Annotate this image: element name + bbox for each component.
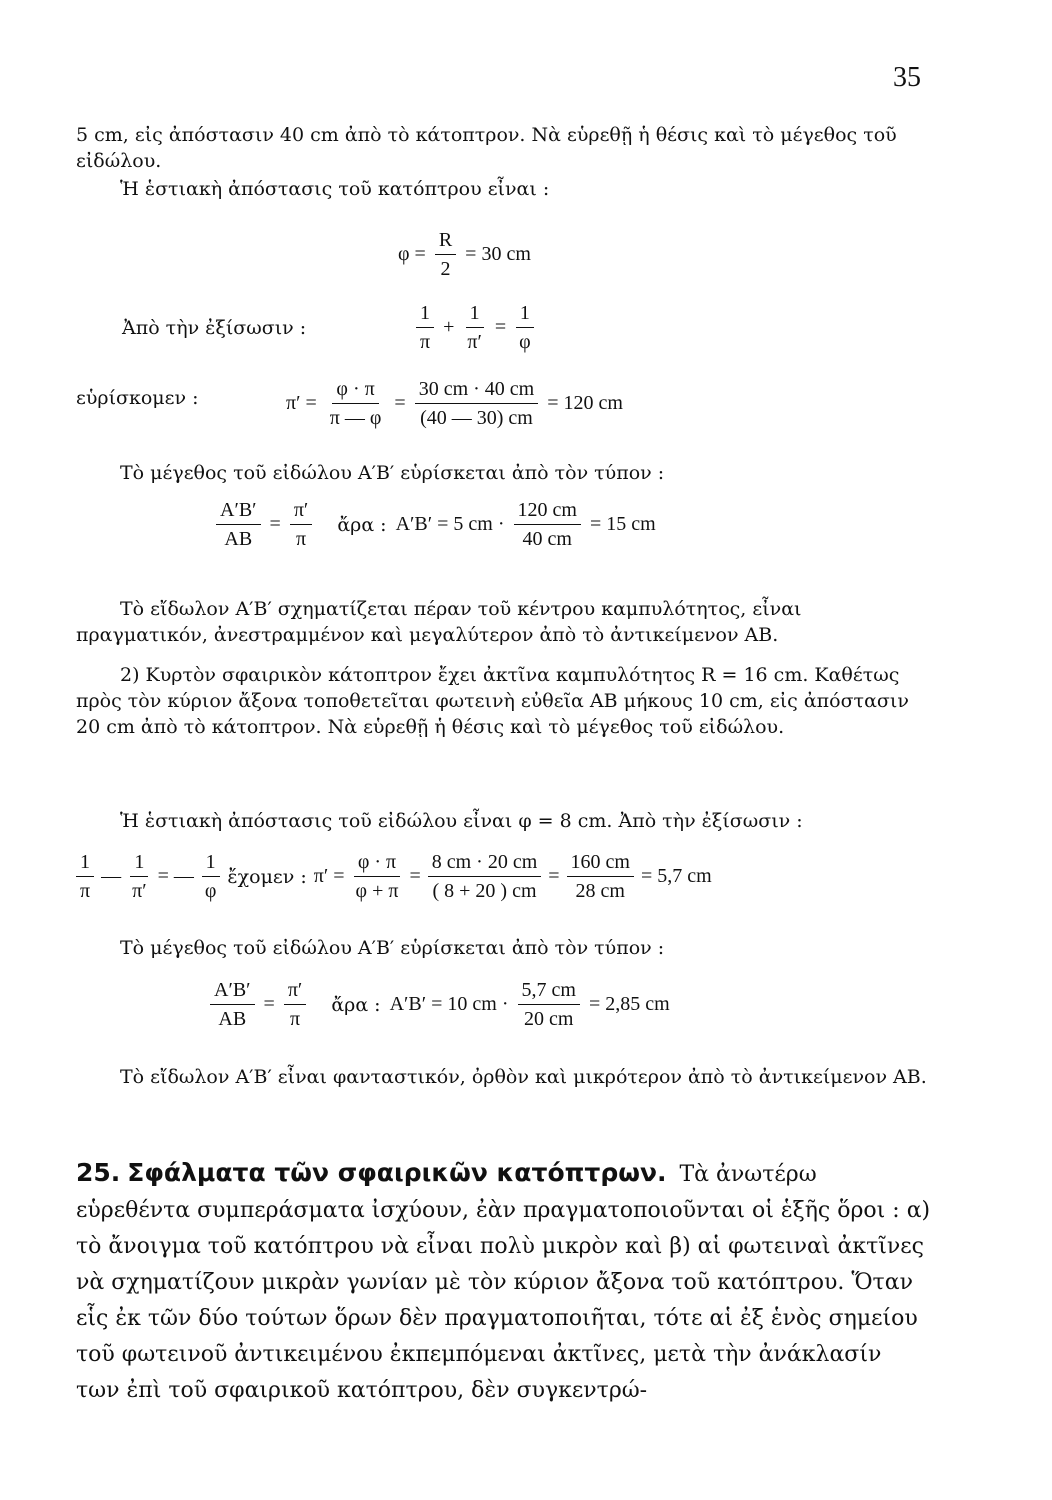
- eq6-num1: Α′Β′: [210, 978, 255, 1005]
- eq4-frac-3: [514, 498, 581, 551]
- eq6-frac-3: [518, 978, 580, 1031]
- eq5-num4: φ · π: [354, 850, 400, 877]
- eq4-ara: ἄρα :: [337, 513, 387, 536]
- eq1-lhs: φ =: [398, 243, 426, 265]
- eq4-mid: Α′Β′ = 5 cm ·: [395, 513, 505, 535]
- eq5-lhs: π′ =: [313, 865, 345, 887]
- section-25: [76, 1155, 931, 1409]
- eq2-n2: 1: [466, 301, 484, 328]
- eq5-d2: π′: [132, 880, 147, 902]
- paragraph-image-description-1: Τὸ εἴδωλον Α′Β′ σχηματίζεται πέραν τοῦ κέντρου καμπυλότητος, εἶναι πραγματικόν, ἀνεστραμμένον καὶ μεγαλύτερον ἀπὸ τὸ ἀντικείμενον ΑΒ.: [76, 598, 802, 646]
- eq5-num6: 160 cm: [567, 850, 634, 877]
- page-number: 35: [893, 62, 921, 93]
- paragraph-focal-intro: Ἡ ἑστιακὴ ἀπόστασις τοῦ κατόπτρου εἶναι :: [120, 178, 550, 200]
- eq3-lhs: π′ =: [286, 392, 317, 414]
- eq2-d3: φ: [519, 331, 531, 353]
- eq5-frac-4: [352, 850, 403, 903]
- eq5-op2: = —: [157, 865, 194, 887]
- eq1-fraction: [435, 228, 456, 281]
- eq3-den1: π — φ: [329, 407, 382, 429]
- eq3-frac-1: [326, 377, 386, 430]
- eq3-label: εὑρίσκομεν :: [76, 387, 199, 409]
- eq2-op2: =: [494, 316, 507, 338]
- equation-convex-image-distance: [76, 850, 712, 903]
- eq5-n1: 1: [76, 850, 94, 877]
- equation-focal-length: [398, 228, 531, 281]
- eq5-n2: 1: [130, 850, 148, 877]
- eq5-frac-1: [76, 850, 94, 903]
- section-title: Σφάλματα τῶν σφαιρικῶν κατόπτρων.: [127, 1158, 667, 1187]
- eq2-n1: 1: [416, 301, 434, 328]
- eq5-label: ἔχομεν :: [227, 865, 307, 888]
- eq5-num5: 8 cm · 20 cm: [428, 850, 542, 877]
- paragraph-size-intro: Τὸ μέγεθος τοῦ εἰδώλου Α′Β′ εὑρίσκεται ἀπὸ τὸν τύπον :: [120, 462, 665, 484]
- eq6-num2: π′: [284, 978, 306, 1005]
- eq5-frac-2: [128, 850, 150, 903]
- eq2-frac-3: [515, 301, 535, 354]
- equation-mirror: [416, 301, 535, 354]
- eq5-n3: 1: [202, 850, 220, 877]
- eq3-num1: φ · π: [332, 377, 378, 404]
- eq3-rhs: = 120 cm: [547, 392, 623, 414]
- equation-image-distance: [286, 377, 623, 430]
- eq5-op1: —: [101, 865, 122, 887]
- paragraph-focal-intro-2: Ἡ ἑστιακὴ ἀπόστασις τοῦ εἰδώλου εἶναι φ = 8 cm. Ἀπὸ τὴν ἐξίσωσιν :: [120, 810, 803, 832]
- eq4-den1: ΑΒ: [224, 528, 253, 550]
- eq2-n3: 1: [516, 301, 534, 328]
- eq2-d1: π: [420, 331, 431, 353]
- eq1-num: R: [435, 228, 456, 255]
- eq6-num3: 5,7 cm: [518, 978, 580, 1005]
- eq6-den2: π: [290, 1008, 301, 1030]
- eq4-eq: =: [269, 513, 281, 535]
- paragraph-size-intro-2: Τὸ μέγεθος τοῦ εἰδώλου Α′Β′ εὑρίσκεται ἀπὸ τὸν τύπον :: [120, 937, 665, 959]
- eq5-rhs: = 5,7 cm: [640, 865, 712, 887]
- eq3-eq: =: [394, 392, 406, 414]
- paragraph-problem-1-end: 5 cm, εἰς ἀπόστασιν 40 cm ἀπὸ τὸ κάτοπτρον. Νὰ εὑρεθῇ ἡ θέσις καὶ τὸ μέγεθος τοῦ εἰδώλου.: [76, 124, 897, 172]
- eq5-den4: φ + π: [355, 880, 399, 902]
- eq4-num1: Α′Β′: [216, 498, 261, 525]
- paragraph-image-description-2: Τὸ εἴδωλον Α′Β′ εἶναι φανταστικόν, ὀρθὸν καὶ μικρότερον ἀπὸ τὸ ἀντικείμενον ΑΒ.: [120, 1066, 927, 1088]
- eq6-den3: 20 cm: [524, 1008, 574, 1030]
- eq5-eq: =: [409, 865, 421, 887]
- eq2-label: Ἀπὸ τὴν ἐξίσωσιν :: [122, 317, 307, 339]
- eq5-den5: ( 8 + 20 ) cm: [432, 880, 537, 902]
- eq3-frac-2: [415, 377, 539, 430]
- eq6-frac-1: [210, 978, 255, 1031]
- eq6-mid: Α′Β′ = 10 cm ·: [389, 993, 509, 1015]
- eq3-den2: (40 — 30) cm: [420, 407, 533, 429]
- eq1-den: 2: [440, 258, 451, 280]
- eq4-num2: π′: [290, 498, 312, 525]
- eq4-num3: 120 cm: [514, 498, 581, 525]
- eq5-frac-5: [428, 850, 542, 903]
- eq6-den1: ΑΒ: [218, 1008, 247, 1030]
- eq2-d2: π′: [467, 331, 482, 353]
- eq5-eq2: =: [548, 865, 560, 887]
- equation-image-size: [216, 498, 656, 551]
- eq4-frac-1: [216, 498, 261, 551]
- paragraph-problem-2: 2) Κυρτὸν σφαιρικὸν κάτοπτρον ἔχει ἀκτῖνα καμπυλότητος R = 16 cm. Καθέτως πρὸς τὸν κύριον ἄξονα τοποθετεῖται φωτεινὴ εὐθεῖα ΑΒ μήκους 10 cm, εἰς ἀπόστασιν 20 cm ἀπὸ τὸ κάτοπτρον. Νὰ εὑρεθῇ ἡ θέσις καὶ τὸ μέγεθος τοῦ εἰδώλου.: [76, 664, 909, 738]
- eq6-ara: ἄρα :: [331, 993, 381, 1016]
- eq6-frac-2: [284, 978, 306, 1031]
- eq5-den6: 28 cm: [575, 880, 625, 902]
- equation-convex-image-size: [210, 978, 670, 1031]
- eq5-frac-6: [567, 850, 634, 903]
- section-text: Τὰ ἀνωτέρω εὑρεθέντα συμπεράσματα ἰσχύουν, ἐὰν πραγματοποιοῦνται οἱ ἑξῆς ὅροι : α) τὸ ἄνοιγμα τοῦ κατόπτρου νὰ εἶναι πολὺ μικρὸν καὶ β) αἱ φωτειναὶ ἀκτῖνες νὰ σχηματίζουν μικρὰν γωνίαν μὲ τὸν κύριον ἄξονα τοῦ κατόπτρου. Ὅταν εἷς ἐκ τῶν δύο τούτων ὅρων δὲν πραγματοποιῆται, τότε αἱ ἐξ ἑνὸς σημείου τοῦ φωτεινοῦ ἀντικειμένου ἐκπεμπόμεναι ἀκτῖνες, μετὰ τὴν ἀνάκλασίν των ἐπὶ τοῦ σφαιρικοῦ κατόπτρου, δὲν συγκεντρώ-: [76, 1162, 931, 1403]
- eq2-op1: +: [443, 316, 455, 338]
- eq1-rhs: = 30 cm: [465, 243, 531, 265]
- section-number: 25.: [76, 1158, 121, 1187]
- eq4-den3: 40 cm: [522, 528, 572, 550]
- eq2-frac-1: [416, 301, 434, 354]
- eq4-rhs: = 15 cm: [589, 513, 656, 535]
- eq6-rhs: = 2,85 cm: [588, 993, 670, 1015]
- eq5-d3: φ: [204, 880, 217, 902]
- eq3-num2: 30 cm · 40 cm: [415, 377, 539, 404]
- eq2-frac-2: [463, 301, 485, 354]
- eq5-d1: π: [80, 880, 91, 902]
- eq4-frac-2: [290, 498, 312, 551]
- eq5-frac-3: [201, 850, 221, 903]
- eq6-eq: =: [263, 993, 275, 1015]
- eq4-den2: π: [296, 528, 307, 550]
